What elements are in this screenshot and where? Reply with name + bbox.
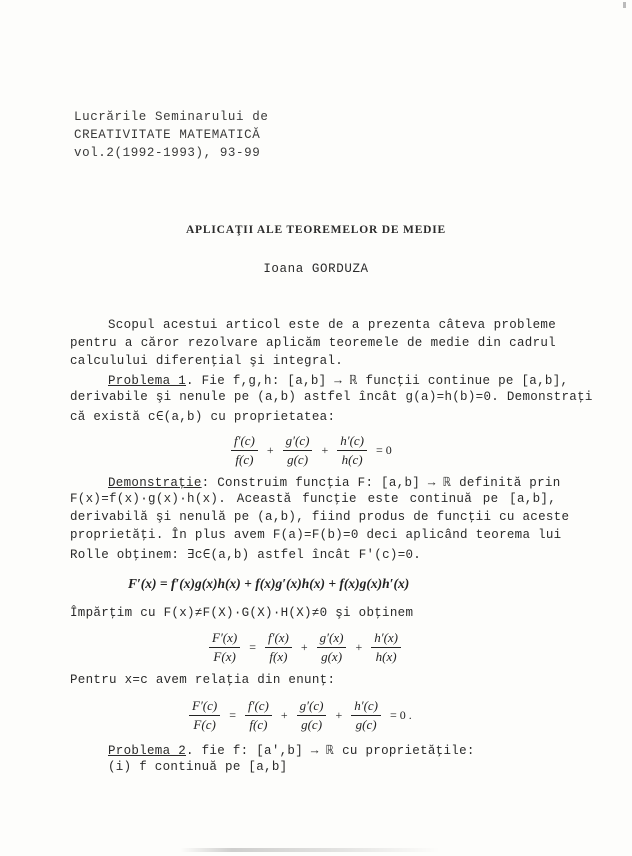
proof-line-3: derivabilă şi nenulă pe (a,b), fiind produs de funcţii cu aceste: [70, 510, 570, 524]
eq3-denominator-3: h(x): [375, 649, 397, 664]
eq1-numerator-2: g′(c): [283, 433, 313, 451]
problem-1-line-1: [108, 372, 569, 388]
equation-3: [206, 630, 404, 665]
journal-name: Lucrările Seminarului de: [74, 110, 269, 124]
eq3-equals: =: [249, 640, 256, 654]
proof-intro: : Construim funcţia F: [a,b] → ℝ definită prin: [201, 476, 561, 490]
eq4-plus-2: +: [335, 708, 343, 722]
eq4-equals: =: [229, 708, 236, 722]
eq1-plus-1: +: [266, 443, 274, 457]
eq3-numerator-0: F′(x): [209, 630, 240, 648]
problem-1-line-3: că există c∈(a,b) cu proprietatea:: [70, 410, 336, 424]
equation-4: [186, 698, 418, 733]
eq4-numerator-2: g′(c): [297, 698, 327, 716]
article-author: Ioana GORDUZA: [263, 262, 369, 276]
journal-series: CREATIVITATE MATEMATICĂ: [74, 128, 261, 142]
proof-line-2: F(x)=f(x)·g(x)·h(x). Această funcţie este continuă pe [a,b],: [70, 492, 556, 506]
eq4-denominator-0: F(c): [193, 717, 216, 732]
eq4-numerator-1: f′(c): [245, 698, 272, 716]
eq4-numerator-0: F′(c): [189, 698, 220, 716]
proof-label: Demonstraţie: [108, 476, 202, 490]
eq4-plus-1: +: [280, 708, 288, 722]
eq4-rhs: = 0 .: [390, 708, 412, 722]
problem-2-statement: . fie f: [a′,b] → ℝ cu proprietăţile:: [186, 744, 475, 758]
eq4-numerator-3: h′(c): [351, 698, 381, 716]
equation-1: [228, 433, 398, 468]
article-title: APLICAŢII ALE TEOREMELOR DE MEDIE: [185, 224, 447, 236]
proof-line-1: [108, 474, 561, 490]
eq4-denominator-2: g(c): [301, 717, 323, 732]
eq3-plus-1: +: [300, 640, 308, 654]
problem-2-item-1: (i) f continuă pe [a,b]: [108, 760, 288, 774]
eq1-denominator-1: f(c): [235, 452, 254, 467]
scan-smudge: [180, 848, 440, 852]
eq1-numerator-3: h′(c): [337, 433, 367, 451]
eq1-plus-2: +: [321, 443, 329, 457]
proof-line-4: proprietăţi. În plus avem F(a)=F(b)=0 deci aplicând teorema lui: [70, 528, 562, 542]
eq1-denominator-3: h(c): [341, 452, 363, 467]
proof-line-5: Rolle obţinem: ∃c∈(a,b) astfel încât F′(c)=0.: [70, 548, 422, 562]
intro-line-2: pentru a căror rezolvare aplicăm teoremele de medie din cadrul: [70, 336, 556, 350]
problem-1-line-2: derivabile şi nenule pe (a,b) astfel încât g(a)=h(b)=0. Demonstraţi: [70, 390, 593, 404]
intro-line-1: Scopul acestui articol este de a prezenta câteva probleme: [108, 318, 556, 332]
intro-line-3: calculului diferenţial şi integral.: [70, 354, 344, 368]
condition-line: Pentru x=c avem relaţia din enunţ:: [70, 673, 336, 687]
scan-mark: [623, 2, 626, 8]
eq3-denominator-0: F(x): [213, 649, 236, 664]
problem-2-line: [108, 742, 475, 758]
eq3-plus-2: +: [355, 640, 363, 654]
problem-2-label: Problema 2: [108, 744, 187, 758]
eq3-numerator-1: f′(x): [265, 630, 292, 648]
eq3-numerator-3: h′(x): [371, 630, 401, 648]
equation-2: F′(x) = f′(x)g(x)h(x) + f(x)g′(x)h(x) + f(x)g(x)h′(x): [128, 576, 410, 591]
eq1-denominator-2: g(c): [287, 452, 309, 467]
eq3-denominator-2: g(x): [321, 649, 343, 664]
eq1-numerator-1: f′(c): [231, 433, 258, 451]
problem-1-statement: . Fie f,g,h: [a,b] → ℝ funcţii continue pe [a,b],: [186, 374, 569, 388]
eq1-rhs: = 0: [376, 443, 392, 457]
eq3-denominator-1: f(x): [269, 649, 288, 664]
journal-volume: vol.2(1992-1993), 93-99: [74, 146, 261, 160]
eq3-numerator-2: g′(x): [317, 630, 347, 648]
division-line: Împărţim cu F(x)≠F(X)·G(X)·H(X)≠0 şi obţinem: [70, 606, 414, 620]
eq4-denominator-3: g(c): [355, 717, 377, 732]
eq4-denominator-1: f(c): [249, 717, 268, 732]
problem-1-label: Problema 1: [108, 374, 187, 388]
